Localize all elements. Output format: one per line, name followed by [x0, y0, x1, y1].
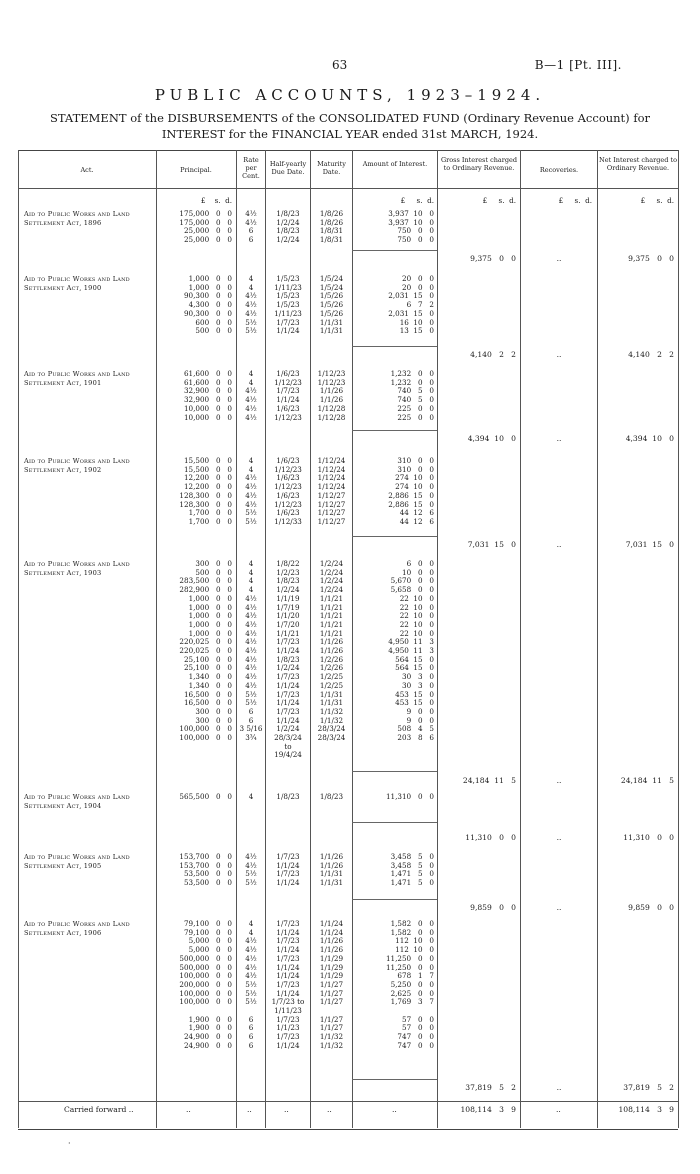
- section-net-total: 7,031 15 0: [625, 540, 674, 549]
- section-act-title: Aid to Public Works and Land Settlement Act, 1904: [24, 793, 130, 810]
- rule: [352, 150, 353, 1128]
- section-rate: 4 4 4½ 4½ 4½ 4½: [245, 369, 257, 422]
- section-maturity-date: 1/12/23 1/12/23 1/1/26 1/1/26 1/12/28 1/12/28: [317, 369, 346, 422]
- section-subtotal-rule: [352, 430, 437, 431]
- header-due: Half-yearly Due Date.: [269, 160, 307, 176]
- section-principal: 1,000 0 0 1,000 0 0 90,300 0 0 4,300 0 0 90,300 0 0 600 0 0 500 0 0: [183, 274, 232, 336]
- section-principal: 79,100 0 0 79,100 0 0 5,000 0 0 5,000 0 0 500,000 0 0 500,000 0 0 100,000 0 0 200,000 0 0 100,000 0 0 100,000 0 0 1,900 0 0 1,900 0 0 24,900 0 0 24,900 0 0: [179, 919, 232, 1050]
- page-number: 63: [332, 58, 348, 72]
- section-rate: 4: [248, 792, 254, 801]
- section-due-date: 1/7/23 1/1/24 1/7/23 1/1/24: [276, 852, 300, 888]
- section-act-title: Aid to Public Works and Land Settlement Act, 1903: [24, 560, 130, 577]
- section-principal: 61,600 0 0 61,600 0 0 32,900 0 0 32,900 0 0 10,000 0 0 10,000 0 0: [183, 369, 232, 422]
- section-net-total: 4,394 10 0: [625, 434, 674, 443]
- section-principal: 175,000 0 0 175,000 0 0 25,000 0 0 25,000 0 0: [179, 209, 232, 245]
- section-principal: 15,500 0 0 15,500 0 0 12,200 0 0 12,200 0 0 128,300 0 0 128,300 0 0 1,700 0 0 1,700 0 0: [179, 456, 232, 526]
- section-principal: 300 0 0 500 0 0 283,500 0 0 282,900 0 0 1,000 0 0 1,000 0 0 1,000 0 0 1,000 0 0 1,000 0 0 220,025 0 0 220,025 0 0 25,100 0 0 25,100 0 0 1,340 0 0 1,340 0 0 16,500 0 0 16,500 0 0 300 0 0 300 0 0 100,000 0 0 100,000 0 0: [179, 559, 232, 743]
- cf-rate: ..: [247, 1105, 252, 1114]
- section-principal: 565,500 0 0: [179, 792, 232, 801]
- header-gross: Gross Interest charged to Ordinary Revenue.: [440, 156, 518, 172]
- section-recoveries: ..: [556, 434, 562, 443]
- header-principal: Principal.: [180, 166, 212, 174]
- section-due-date: 1/6/23 1/12/23 1/6/23 1/12/23 1/6/23 1/12/23 1/6/23 1/12/33: [274, 456, 302, 526]
- section-recoveries: ..: [556, 254, 562, 263]
- header-recoveries: Recoveries.: [539, 166, 579, 174]
- rule: [520, 150, 521, 1128]
- section-act-title: Aid to Public Works and Land Settlement Act, 1905: [24, 853, 130, 870]
- section-recoveries: ..: [556, 1083, 562, 1092]
- unit-gross: £ s. d.: [482, 196, 516, 205]
- section-gross-total: 4,140 2 2: [470, 350, 516, 359]
- cf-due: ..: [284, 1105, 289, 1114]
- section-subtotal-rule: [352, 1079, 437, 1080]
- section-maturity-date: 1/1/24 1/1/24 1/1/26 1/1/26 1/1/29 1/1/29 1/1/29 1/1/27 1/1/27 1/1/27 1/1/27 1/1/27 1/1/32 1/1/32: [319, 919, 344, 1050]
- section-amount: 1,582 0 0 1,582 0 0 112 10 0 112 10 0 11,250 0 0 11,250 0 0 678 1 7 5,250 0 0 2,625 0 0 1,769 3 7 57 0 0 57 0 0 747 0 0 747 0 0: [385, 919, 434, 1050]
- section-act-title: Aid to Public Works and Land Settlement Act, 1900: [24, 275, 130, 292]
- rule: [597, 150, 598, 1128]
- section-gross-total: 11,310 0 0: [465, 833, 516, 842]
- section-gross-total: 37,819 5 2: [465, 1083, 516, 1092]
- section-net-total: 9,375 0 0: [628, 254, 674, 263]
- section-maturity-date: 1/2/24 1/2/24 1/2/24 1/2/24 1/1/21 1/1/21 1/1/21 1/1/21 1/1/21 1/1/26 1/1/26 1/2/26 1/2/26 1/2/25 1/2/25 1/1/31 1/1/31 1/1/32 1/1/32 28/3/24 28/3/24: [317, 559, 346, 743]
- section-subtotal-rule: [352, 822, 437, 823]
- section-act-title: Aid to Public Works and Land Settlement Act, 1906: [24, 920, 130, 937]
- footer-mark: ·: [68, 1139, 71, 1148]
- section-rate: 4 4 4½ 4½ 4½ 4½ 4½ 5½ 5½ 5½ 6 6 6 6: [245, 919, 257, 1050]
- section-gross-total: 4,394 10 0: [467, 434, 516, 443]
- section-act-title: Aid to Public Works and Land Settlement Act, 1901: [24, 370, 130, 387]
- carried-forward-label: Carried forward ..: [64, 1105, 134, 1114]
- carried-forward-rule: [18, 1101, 678, 1102]
- section-due-date: 1/8/22 1/2/23 1/8/23 1/2/24 1/1/19 1/7/19 1/1/20 1/7/20 1/1/21 1/7/23 1/1/24 1/8/23 1/2/24 1/7/23 1/1/24 1/7/23 1/1/24 1/7/23 1/1/24 1/2/24 28/3/24 to 19/4/24: [274, 559, 302, 760]
- rule: [18, 150, 19, 1128]
- section-maturity-date: 1/8/23: [319, 792, 344, 801]
- section-amount: 310 0 0 310 0 0 274 10 0 274 10 0 2,886 15 0 2,886 15 0 44 12 6 44 12 6: [388, 456, 434, 526]
- section-maturity-date: 1/12/24 1/12/24 1/12/24 1/12/24 1/12/27 1/12/27 1/12/27 1/12/27: [317, 456, 346, 526]
- cf-amount: ..: [392, 1105, 397, 1114]
- section-rate: 4½ 4½ 5½ 5½: [245, 852, 257, 888]
- section-amount: 11,310 0 0: [385, 792, 434, 801]
- section-net-total: 11,310 0 0: [623, 833, 674, 842]
- section-net-total: 4,140 2 2: [628, 350, 674, 359]
- section-net-total: 24,184 11 5: [620, 776, 674, 785]
- section-net-total: 37,819 5 2: [623, 1083, 674, 1092]
- statement-heading: STATEMENT of the DISBURSEMENTS of the CONSOLIDATED FUND (Ordinary Revenue Account) for INTEREST for the FINANCIAL YEAR ended 31st MARCH, 1924.: [49, 111, 650, 141]
- section-subtotal-rule: [352, 771, 437, 772]
- section-gross-total: 9,859 0 0: [470, 903, 516, 912]
- section-subtotal-rule: [352, 346, 437, 347]
- header-amount: Amount of Interest.: [362, 160, 428, 168]
- section-subtotal-rule: [352, 536, 437, 537]
- rule: [678, 150, 679, 1128]
- section-rate: 4 4 4½ 4½ 4½ 4½ 5½ 5½: [245, 456, 257, 526]
- section-recoveries: ..: [556, 776, 562, 785]
- section-amount: 6 0 0 10 0 0 5,670 0 0 5,658 0 0 22 10 0 22 10 0 22 10 0 22 10 0 22 10 0 4,950 11 3 4,950 11 3 564 15 0 564 15 0 30 3 0 30 3 0 453 15 0 453 15 0 9 0 0 9 0 0 508 4 5 203 8 6: [388, 559, 434, 743]
- cf-gross: 108,114 3 9: [460, 1105, 516, 1114]
- section-gross-total: 24,184 11 5: [462, 776, 516, 785]
- section-amount: 1,232 0 0 1,232 0 0 740 5 0 740 5 0 225 0 0 225 0 0: [390, 369, 434, 422]
- section-subtotal-rule: [352, 899, 437, 900]
- header-rate: Rate per Cent.: [242, 156, 260, 180]
- section-maturity-date: 1/1/26 1/1/26 1/1/31 1/1/31: [319, 852, 344, 888]
- cf-net: 108,114 3 9: [618, 1105, 674, 1114]
- unit-recoveries: £ s. d.: [558, 196, 592, 205]
- section-rate: 4½ 4½ 6 6: [245, 209, 257, 245]
- section-recoveries: ..: [556, 903, 562, 912]
- section-due-date: 1/5/23 1/11/23 1/5/23 1/5/23 1/11/23 1/7/23 1/1/24: [274, 274, 302, 336]
- page-reference: B—1 [Pt. III].: [534, 58, 622, 72]
- section-maturity-date: 1/8/26 1/8/26 1/8/31 1/8/31: [319, 209, 344, 245]
- section-maturity-date: 1/5/24 1/5/24 1/5/26 1/5/26 1/5/26 1/1/31 1/1/31: [319, 274, 344, 336]
- section-recoveries: ..: [556, 833, 562, 842]
- section-gross-total: 9,375 0 0: [470, 254, 516, 263]
- section-gross-total: 7,031 15 0: [467, 540, 516, 549]
- section-due-date: 1/8/23 1/2/24 1/8/23 1/2/24: [276, 209, 300, 245]
- section-due-date: 1/8/23: [276, 792, 300, 801]
- header-maturity: Maturity Date.: [317, 160, 346, 176]
- section-act-title: Aid to Public Works and Land Settlement Act, 1902: [24, 457, 130, 474]
- section-recoveries: ..: [556, 350, 562, 359]
- section-amount: 20 0 0 20 0 0 2,031 15 0 6 7 2 2,031 15 0 16 10 0 13 15 0: [388, 274, 434, 336]
- section-rate: 4 4 4½ 4½ 4½ 5½ 5½: [245, 274, 257, 336]
- section-amount: 3,937 10 0 3,937 10 0 750 0 0 750 0 0: [388, 209, 434, 245]
- cf-recoveries: ..: [556, 1105, 561, 1114]
- cf-principal: ..: [186, 1105, 191, 1114]
- unit-net: £ s. d.: [640, 196, 674, 205]
- section-recoveries: ..: [556, 540, 562, 549]
- unit-principal: £ s. d.: [200, 196, 232, 205]
- section-net-total: 9,859 0 0: [628, 903, 674, 912]
- section-act-title: Aid to Public Works and Land Settlement Act, 1896: [24, 210, 130, 227]
- header-act: Act.: [80, 166, 94, 174]
- section-due-date: 1/7/23 1/1/24 1/7/23 1/1/24 1/7/23 1/1/24 1/1/24 1/7/23 1/1/24 1/7/23 to 1/11/23 1/7/23 1/1/23 1/7/23 1/1/24: [271, 919, 305, 1050]
- page-title: PUBLIC ACCOUNTS, 1923–1924.: [154, 86, 546, 104]
- cf-maturity: ..: [327, 1105, 332, 1114]
- section-subtotal-rule: [352, 250, 437, 251]
- rule: [437, 150, 438, 1128]
- section-due-date: 1/6/23 1/12/23 1/7/23 1/1/24 1/6/23 1/12/23: [274, 369, 302, 422]
- section-principal: 153,700 0 0 153,700 0 0 53,500 0 0 53,500 0 0: [179, 852, 232, 888]
- header-rule: [18, 188, 678, 189]
- unit-amount: £ s. d.: [400, 196, 434, 205]
- section-amount: 3,458 5 0 3,458 5 0 1,471 5 0 1,471 5 0: [390, 852, 434, 888]
- rule: [156, 150, 157, 1128]
- header-net: Net Interest charged to Ordinary Revenue.: [599, 156, 677, 172]
- section-rate: 4 4 4 4 4½ 4½ 4½ 4½ 4½ 4½ 4½ 4½ 4½ 4½ 4½ 5½ 5½ 6 6 3 5/16 3¾: [239, 559, 263, 743]
